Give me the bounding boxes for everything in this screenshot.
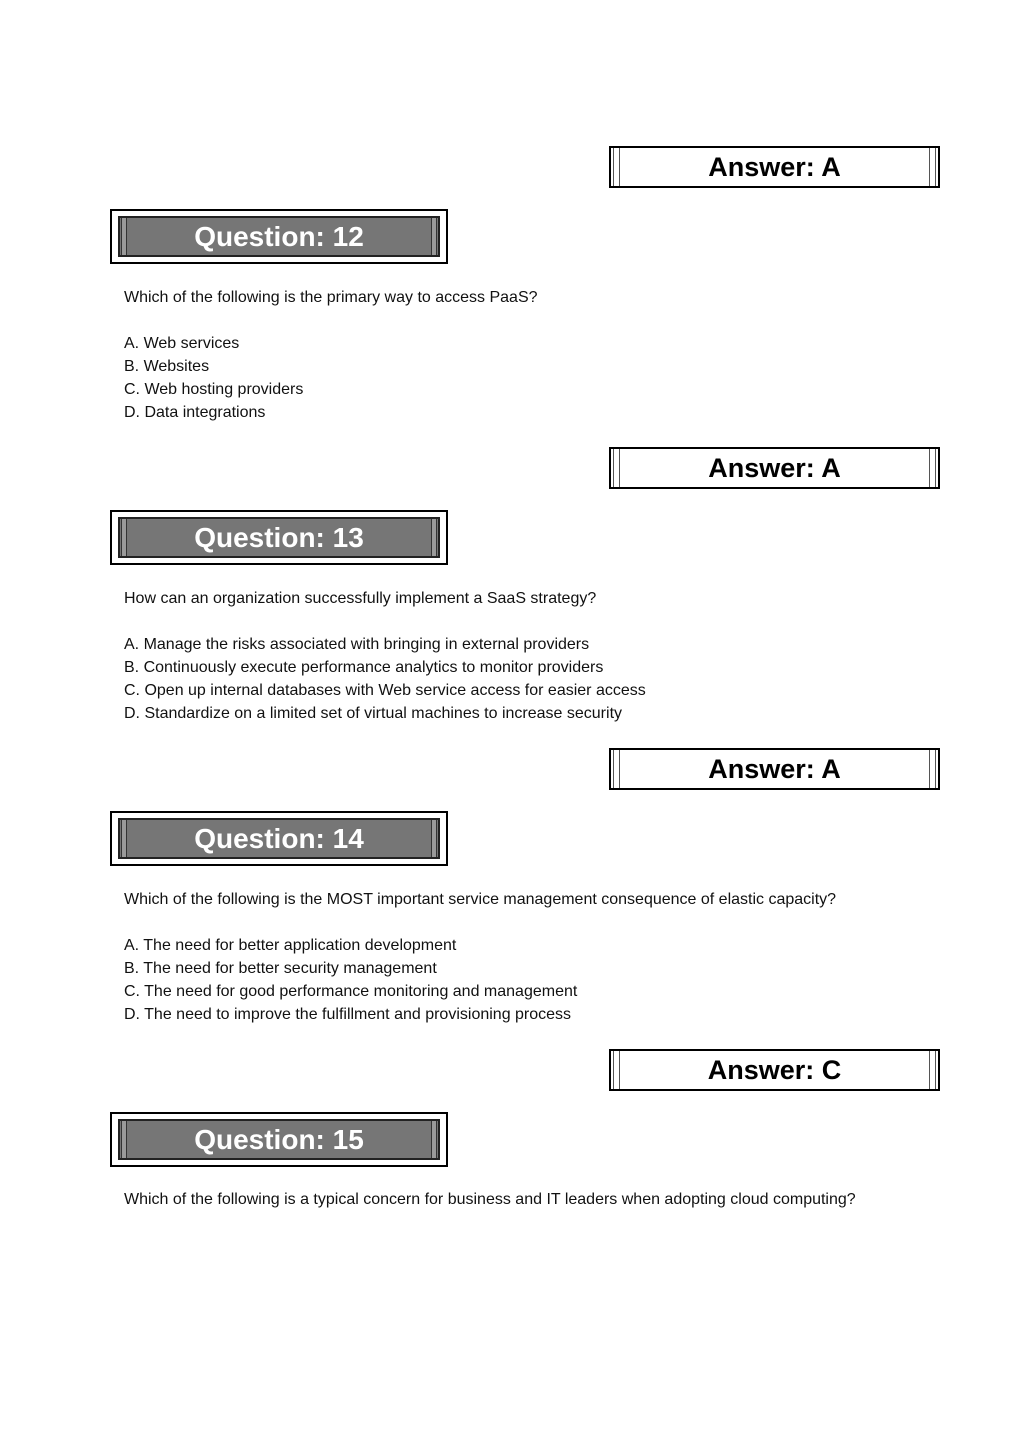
option-list — [124, 633, 944, 725]
question-text: Which of the following is the MOST important service management consequence of elastic capacity? — [124, 891, 837, 908]
option-item: B. The need for better security management — [124, 960, 437, 977]
option-item: C. Open up internal databases with Web service access for easier access — [124, 682, 646, 699]
option-item: D. Data integrations — [124, 404, 266, 421]
question-header — [110, 1112, 448, 1167]
question-header — [110, 510, 448, 565]
question-text: How can an organization successfully implement a SaaS strategy? — [124, 590, 597, 607]
question-title: Question: 15 — [194, 1123, 364, 1155]
option-item: A. The need for better application development — [124, 937, 457, 954]
question-header — [110, 811, 448, 866]
option-list — [124, 934, 944, 1026]
option-list — [124, 332, 944, 424]
option-item: D. The need to improve the fulfillment and provisioning process — [124, 1006, 572, 1023]
option-item: C. The need for good performance monitoring and management — [124, 983, 578, 1000]
question-body — [124, 888, 944, 1026]
question-title: Question: 14 — [194, 822, 364, 854]
question-body — [124, 286, 944, 424]
answer-box — [609, 146, 940, 188]
question-body — [124, 587, 944, 725]
answer-box — [609, 1049, 940, 1091]
question-header — [110, 209, 448, 264]
option-item: A. Web services — [124, 335, 240, 352]
question-title: Question: 13 — [194, 521, 364, 553]
option-item: B. Websites — [124, 358, 210, 375]
option-item: A. Manage the risks associated with bringing in external providers — [124, 636, 590, 653]
answer-label: Answer: A — [708, 753, 841, 784]
option-item: C. Web hosting providers — [124, 381, 304, 398]
answer-label: Answer: A — [708, 151, 841, 182]
option-item: D. Standardize on a limited set of virtual machines to increase security — [124, 705, 623, 722]
answer-label: Answer: A — [708, 452, 841, 483]
option-item: B. Continuously execute performance analytics to monitor providers — [124, 659, 604, 676]
answer-label: Answer: C — [707, 1054, 842, 1085]
question-text: Which of the following is the primary way to access PaaS? — [124, 289, 538, 306]
question-title: Question: 12 — [194, 220, 364, 252]
answer-box — [609, 748, 940, 790]
answer-box — [609, 447, 940, 489]
question-body — [124, 1188, 944, 1211]
question-text: Which of the following is a typical concern for business and IT leaders when adopting cloud computing? — [124, 1191, 856, 1208]
